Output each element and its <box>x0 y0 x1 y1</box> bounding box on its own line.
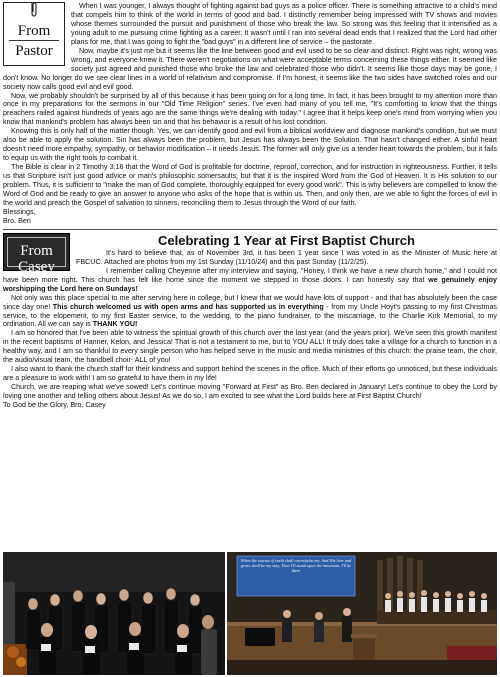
recent-sunday-photo <box>227 552 497 675</box>
casey-paragraph-3-thank-you: THANK YOU! <box>92 320 138 329</box>
paper-clip-icon <box>28 2 40 18</box>
pastor-section <box>3 2 497 226</box>
sanctuary-photo-illustration <box>227 552 497 675</box>
pastor-paragraph-1: When I was younger, I always thought of fighting against bad guys as a police officer. There is something attractive to a child's mind that compels him to think of the world in terms of good and bad. I distinctly remember being impressed with TV shows and movies whose themes surrounded the pursuit and punishment of those who break the law. So strong was this feeling that it intensified as a young adult to me pursuing crime fighting as a career. It wasn't until I ran into several dead ends that I realized that the Lord had other plans for me, that I was going to fight the "bad guys" in a different line of service – the pastorate. <box>71 2 497 46</box>
pastor-signature: Bro. Ben <box>3 216 31 225</box>
casey-paragraph-5: I also want to thank the church staff for their kindness and support behind the scenes in the office. Much of their efforts go unnoticed, but these individuals are a pleasure to work with! I am so grateful to have them in my life! <box>3 365 497 383</box>
pastor-paragraph-3: Now, we probably shouldn't be surprised by all of this because it has been going on for a long time. In fact, it has been brought to my attention more than once in my preparations for the sermons in our "Old Time Religion" series. I've even had many of you tell me, "It's comforting to know that the things preachers railed against hundreds of years ago are the same things we're dealing with today." I agree that it helps keep one's mind from worrying when you know that mankind's problem has always been sin and that his behavior is a result of his lost condition. <box>3 91 497 127</box>
casey-paragraph-6: Church, we are reaping what we've sowed! Let's continue moving "Forward at First" as Bro. Ben declared in January! Let's continue to obey the Lord by loving one another and telling others about Jesus! As we do so, I am excited to see what the Lord builds here at First Baptist Church! <box>3 383 497 401</box>
from-casey-badge <box>3 233 70 275</box>
badge-text: From Casey <box>18 242 55 275</box>
first-sunday-photo <box>3 552 225 675</box>
casey-signoff: To God be the Glory, Bro. Casey <box>3 401 106 410</box>
badge-word-from: From <box>17 23 51 39</box>
casey-paragraph-1: It's hard to believe that, as of November 3rd, it has been 1 year since I was voted in as the Minister of Music here at FBCUC. Attached are photos from my 1st Sunday (11/10/24) and this past Sunday (11/2/25). <box>76 248 497 266</box>
casey-paragraph-3-text-a: Not only was this place special to me after serving here in college, but I knew that we would have lots of support - and that has absolutely been the case since day one! <box>3 293 497 311</box>
from-the-pastor-badge <box>3 2 65 66</box>
casey-paragraph-4: I am so honored that I've been able to witness the spiritual growth of this church over the last year (and the years prior). We've seen this growth manifest in the recent baptisms of Hanner, Kelon, and Jessica! That is not a testament to me, but to YOU ALL! It truly does take a village for a church to function in a healthy way, and I am so thankful to every single person who has helped serve in the music and media ministries of this church: the praise team, the choir, the audio/visual team, the handbell choir- ALL of you! <box>3 329 497 365</box>
pastor-paragraph-4: Knowing this is only half of the matter though. Yes, we can identify good and evil from a biblical worldview and diagnose mankind's condition, but we must also be able to apply the solution. Sin has always been the problem, but Jesus has always been the Solution. That hasn't changed either. A sinful heart doesn't need more empathy, sympathy, or behavior modification – it needs Jesus. The former will only give us a tender heart towards the problem, but it fails to equip us with the right tools to combat it. <box>3 127 497 163</box>
casey-paragraph-2-bold: we genuinely enjoy worshipping the Lord here on Sundays! <box>3 275 497 293</box>
casey-paragraph-2 <box>3 267 497 294</box>
pastor-signoff: Blessings, <box>3 207 36 216</box>
casey-paragraph-3 <box>3 294 497 330</box>
casey-paragraph-2-text: I remember calling Cheyenne after my interview and saying, "Honey, I think we have a new church home," and I could not have been more right. This church has felt like home since the moment we stepped in those doors. I can honestly say that <box>3 266 497 284</box>
choir-photo-illustration <box>3 552 225 675</box>
casey-paragraph-3-text-b: - from my Uncle Hoyt's passing to my first Christmas service, to the elopement, to my first Easter service, to the wedding, to the piano fundraiser, to the miscarriage, to the Charlie Kirk Memorial, to my ordination. All we can say is <box>3 302 497 329</box>
casey-paragraph-3-bold: This church welcomed us with open arms and has supported us in everything <box>52 302 324 311</box>
photo-strip <box>3 552 497 675</box>
pastor-paragraph-5: The Bible is clear in 2 Timothy 3:16 that the Word of God is profitable for doctrine, reproof, correction, and for instruction in righteousness. Further, it tells us that Scripture isn't just good advice or man's philosophic somersaults, but that it is the inspired Word from the God of Heaven. It is His solution to our problem. Thus, it is sufficient to "make the man of God complete, thoroughly equipped for every good work". This is why believers are compelled to know the Word of God and be ready to give an answer to anyone who asks of the hope that is within us. Then, and only then, are we able to fight the forces of evil in the world and preach the Gospel of salvation to sinners, reconciling them to Jesus through the Word of our faith. <box>3 163 497 207</box>
casey-article-title: Celebrating 1 Year at First Baptist Church <box>158 232 415 248</box>
badge-rule <box>9 40 59 41</box>
screen-lyrics: When the storms of earth shall overwhelm me, And His love and grace shall be my stay, Then I'll stand upon the mountain, I'll be there <box>240 558 352 574</box>
badge-word-pastor: Pastor <box>15 43 53 59</box>
section-divider <box>3 229 497 230</box>
casey-section <box>3 233 497 410</box>
pastor-paragraph-2: Now, maybe it's just me but it seems like the line between good and evil used to be so clear and distinct. Right was right, wrong was wrong, and everyone knew it. There weren't negotiations on what were acceptable terms concerning these things either. It seemed like society just agreed and punished those who broke the law and celebrated those who didn't. It seems like those days may be gone, I don't know. No longer do we see clear lines in a world of relativism and compromise. If I'm honest, it seems like the two sides have switched roles and our society now calls good evil and evil good. <box>3 46 497 91</box>
